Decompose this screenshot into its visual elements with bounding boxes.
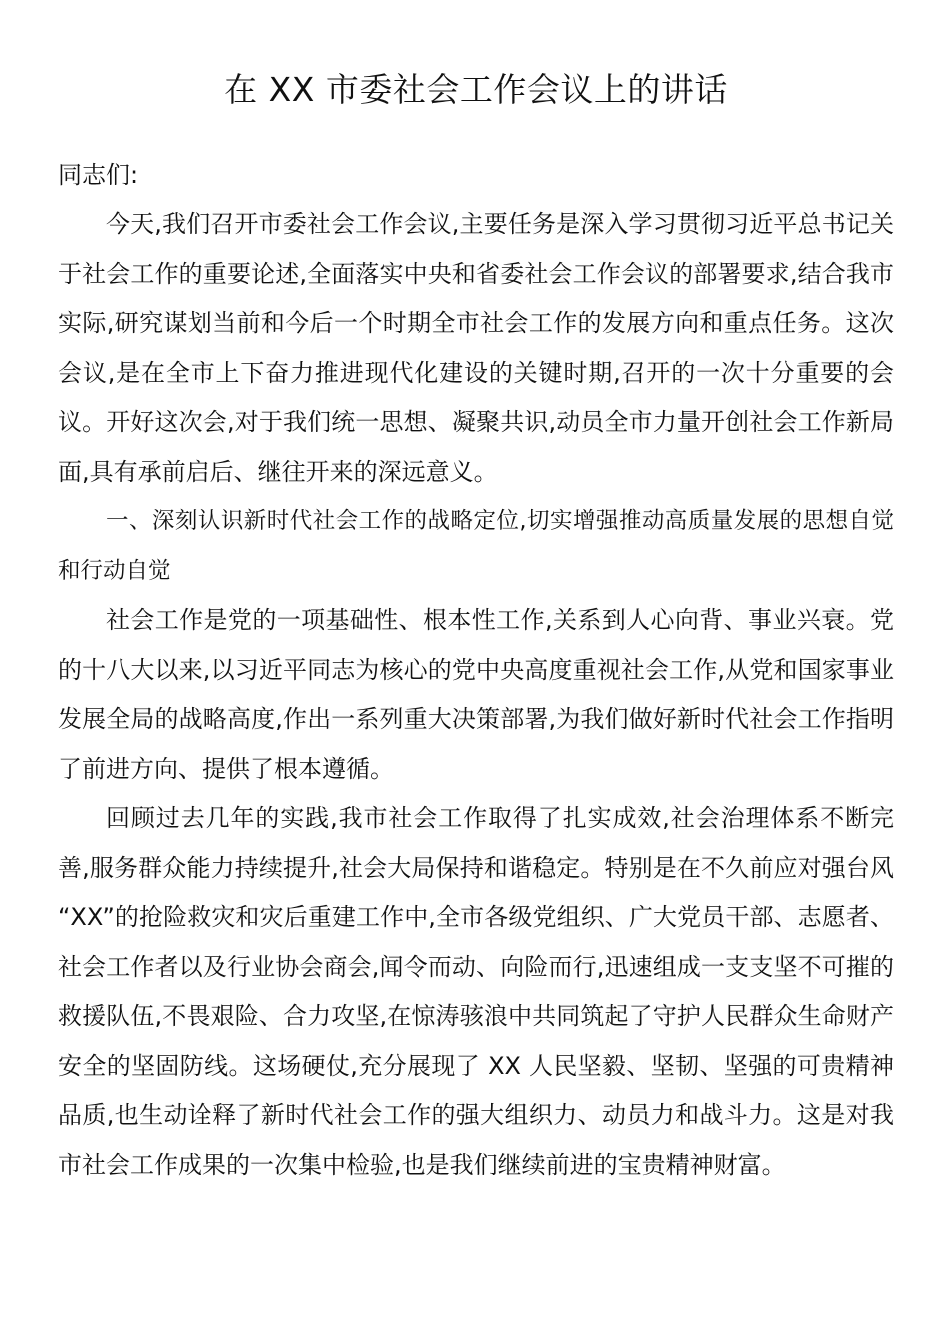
section-heading-1: 一、深刻认识新时代社会工作的战略定位,切实增强推动高质量发展的思想自觉和行动自觉	[58, 508, 894, 584]
paragraph-social-work: 社会工作是党的一项基础性、根本性工作,关系到人心向背、事业兴衰。党的十八大以来,以习近平同志为核心的党中央高度重视社会工作,从党和国家事业发展全局的战略高度,作出一系列重大决策部署,为我们做好新时代社会工作指明了前进方向、提供了根本遵循。	[58, 606, 894, 783]
paragraph-review: 回顾过去几年的实践,我市社会工作取得了扎实成效,社会治理体系不断完善,服务群众能力持续提升,社会大局保持和谐稳定。特别是在不久前应对强台风 “XX”的抢险救灾和灾后重建工作中,全市各级党组织、广大党员干部、志愿者、社会工作者以及行业协会商会,闻令而动、向险而行,迅速组成一支支坚不可摧的救援队伍,不畏艰险、合力攻坚,在惊涛骇浪中共同筑起了守护人民群众生命财产安全的坚固防线。这场硬仗,充分展现了 XX 人民坚毅、坚韧、坚强的可贵精神品质,也生动诠释了新时代社会工作的强大组织力、动员力和战斗力。这是对我市社会工作成果的一次集中检验,也是我们继续前进的宝贵精神财富。	[58, 804, 894, 1179]
document-page	[58, 62, 894, 1190]
paragraph-intro: 今天,我们召开市委社会工作会议,主要任务是深入学习贯彻习近平总书记关于社会工作的重要论述,全面落实中央和省委社会工作会议的部署要求,结合我市实际,研究谋划当前和今后一个时期全市社会工作的发展方向和重点任务。这次会议,是在全市上下奋力推进现代化建设的关键时期,召开的一次十分重要的会议。开好这次会,对于我们统一思想、凝聚共识,动员全市力量开创社会工作新局面,具有承前启后、继往开来的深远意义。	[58, 210, 894, 486]
document-title: 在 XX 市委社会工作会议上的讲话	[224, 70, 728, 109]
salutation: 同志们:	[58, 161, 139, 189]
